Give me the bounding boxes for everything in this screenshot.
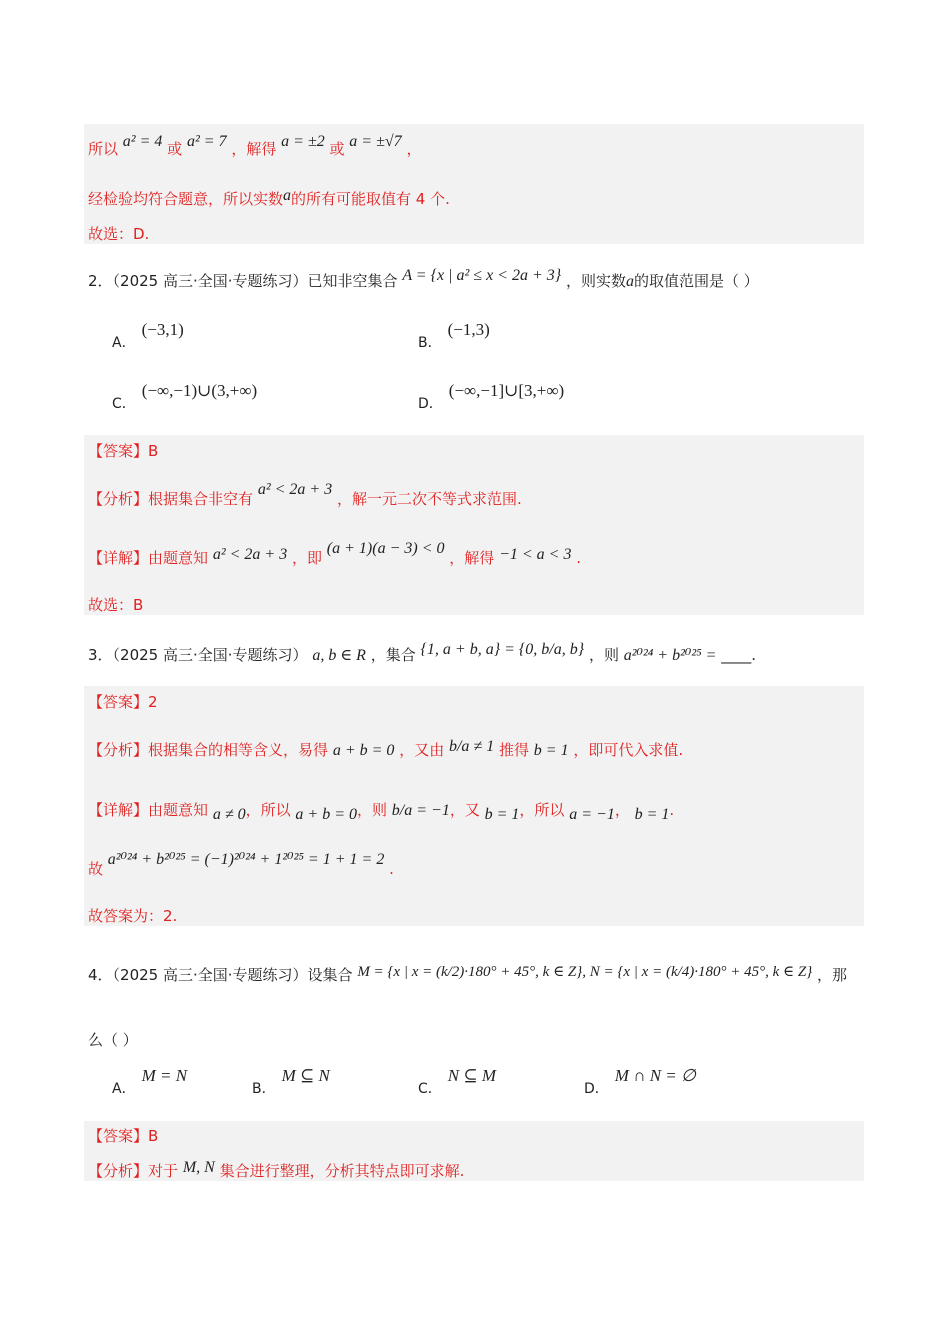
math-expr: −1 < a < 3: [499, 546, 572, 563]
q2-choose: 故选：B: [88, 596, 144, 614]
math-expr: a = ±2: [281, 133, 325, 150]
q3-answer: 【答案】2: [88, 693, 158, 711]
math-expr: a² = 7: [186, 133, 227, 150]
q2-analysis: 【分析】根据集合非空有 a² < 2a + 3 ，解一元二次不等式求范围.: [88, 481, 522, 508]
math-expr: a² < 2a + 3: [257, 481, 333, 498]
math-expr: {1, a + b, a} = {0, b/a, b}: [420, 641, 585, 658]
q1-solution-line2: 经检验均符合题意，所以实数a的所有可能取值有 4 个.: [88, 187, 450, 208]
q1-solution-line1: 所以 a² = 4 或 a² = 7 ，解得 a = ±2 或 a = ±√7 ，: [88, 133, 422, 158]
q3-analysis: 【分析】根据集合的相等含义，易得 a + b = 0 ，又由 b/a ≠ 1 推得 b = 1 ，即可代入求值.: [88, 738, 684, 759]
q1-choose: 故选：D.: [88, 225, 150, 243]
answer-blank[interactable]: ____.: [721, 646, 757, 664]
q2-option-d[interactable]: D．(−∞,−1]∪[3,+∞): [418, 381, 565, 412]
q2-answer: 【答案】B: [88, 442, 159, 460]
math-expr: a²⁰²⁴ + b²⁰²⁵ =: [623, 647, 717, 664]
q4-option-d[interactable]: D．M ∩ N = ∅: [584, 1066, 696, 1097]
math-expr: a² = 4: [122, 133, 163, 150]
q4-stem-line2: 么（ ）: [88, 1031, 138, 1049]
math-expr: a + b = 0: [332, 742, 395, 759]
q2-option-c[interactable]: C．(−∞,−1)∪(3,+∞): [112, 381, 258, 412]
solution-block-q2: [84, 435, 864, 615]
q4-answer: 【答案】B: [88, 1127, 159, 1145]
math-expr: b = 1: [533, 742, 569, 759]
q4-analysis: 【分析】对于 M, N 集合进行整理，分析其特点即可求解.: [88, 1159, 465, 1180]
q2-detail: 【详解】由题意知 a² < 2a + 3 ，即 (a + 1)(a − 3) < 0 ，解得 −1 < a < 3 .: [88, 540, 582, 567]
math-expr: A = {x | a² ≤ x < 2a + 3}: [402, 267, 562, 284]
math-expr: a, b ∈ R: [312, 647, 366, 664]
math-expr: (a + 1)(a − 3) < 0: [326, 540, 445, 557]
math-expr: a²⁰²⁴ + b²⁰²⁵ = (−1)²⁰²⁴ + 1²⁰²⁵ = 1 + 1 = 2: [107, 851, 385, 868]
math-expr: b/a ≠ 1: [448, 738, 495, 755]
math-expr: a = ±√7: [349, 133, 402, 150]
q4-option-b[interactable]: B．M ⊆ N: [252, 1066, 330, 1097]
math-expr: a² < 2a + 3: [212, 546, 288, 563]
q3-detail: 【详解】由题意知 a ≠ 0，所以 a + b = 0，则 b/a = −1，又 b = 1，所以 a = −1， b = 1.: [88, 801, 675, 823]
q2-option-b[interactable]: B．(−1,3): [418, 320, 490, 351]
math-expr: M, N: [182, 1159, 215, 1176]
q4-option-a[interactable]: A．M = N: [112, 1066, 188, 1097]
q4-option-c[interactable]: C．N ⊆ M: [418, 1066, 497, 1097]
q2-stem: 2．（2025 高三·全国·专题练习）已知非空集合 A = {x | a² ≤ x < 2a + 3} ，则实数a的取值范围是（ ）: [88, 267, 759, 290]
q3-detail-line2: 故 a²⁰²⁴ + b²⁰²⁵ = (−1)²⁰²⁴ + 1²⁰²⁵ = 1 + 1 = 2 .: [88, 851, 394, 878]
q4-stem: 4．（2025 高三·全国·专题练习）设集合 M = {x | x = (k/2)·180° + 45°, k ∈ Z}, N = {x | x = (k/4)·180° + 45°, k ∈ Z} ，那: [88, 964, 848, 984]
q3-stem: 3．（2025 高三·全国·专题练习） a, b ∈ R ，集合 {1, a + b, a} = {0, b/a, b} ，则 a²⁰²⁴ + b²⁰²⁵ = ____.: [88, 641, 757, 664]
math-expr: M = {x | x = (k/2)·180° + 45°, k ∈ Z}, N = {x | x = (k/4)·180° + 45°, k ∈ Z}: [357, 964, 813, 980]
q3-final: 故答案为：2.: [88, 907, 178, 925]
q2-option-a[interactable]: A．(−3,1): [112, 320, 184, 351]
